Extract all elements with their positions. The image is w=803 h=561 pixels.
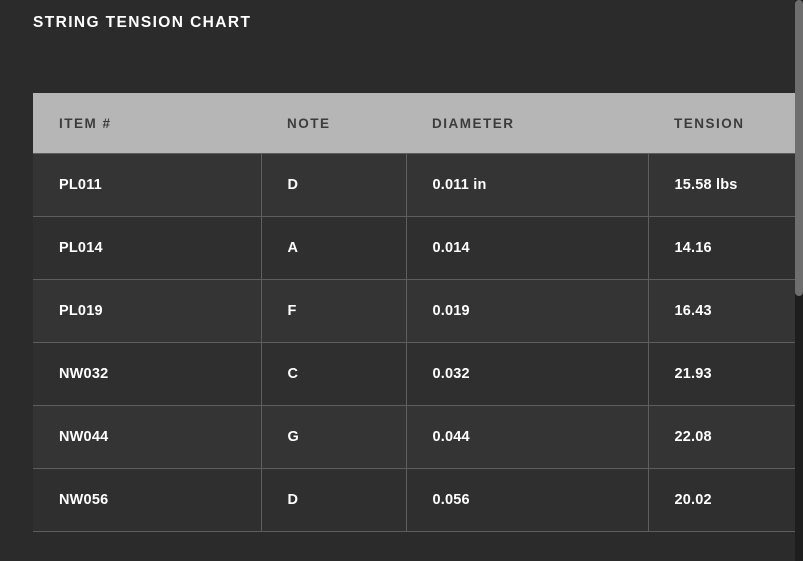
cell-note: C	[261, 343, 406, 406]
cell-item: PL011	[33, 154, 261, 217]
string-tension-table-wrapper	[33, 93, 770, 532]
column-header-item: ITEM #	[33, 93, 261, 154]
table-row	[33, 280, 803, 343]
cell-diameter: 0.032	[406, 343, 648, 406]
table-row	[33, 469, 803, 532]
table-row	[33, 406, 803, 469]
table-row	[33, 217, 803, 280]
table-body	[33, 154, 803, 532]
cell-diameter: 0.056	[406, 469, 648, 532]
cell-diameter: 0.019	[406, 280, 648, 343]
page-title: STRING TENSION CHART	[33, 14, 252, 31]
cell-item: NW056	[33, 469, 261, 532]
table-row	[33, 154, 803, 217]
cell-note: G	[261, 406, 406, 469]
cell-diameter: 0.044	[406, 406, 648, 469]
table-header-row	[33, 93, 803, 154]
table-row	[33, 343, 803, 406]
cell-tension: 15.58 lbs	[648, 154, 803, 217]
cell-diameter: 0.011 in	[406, 154, 648, 217]
cell-tension: 20.02	[648, 469, 803, 532]
cell-item: NW044	[33, 406, 261, 469]
column-header-diameter: DIAMETER	[406, 93, 648, 154]
cell-item: NW032	[33, 343, 261, 406]
cell-note: A	[261, 217, 406, 280]
column-header-tension: TENSION	[648, 93, 803, 154]
cell-tension: 14.16	[648, 217, 803, 280]
cell-tension: 22.08	[648, 406, 803, 469]
cell-note: D	[261, 469, 406, 532]
column-header-note: NOTE	[261, 93, 406, 154]
cell-item: PL019	[33, 280, 261, 343]
scrollbar-track[interactable]	[795, 0, 803, 561]
scrollbar-thumb[interactable]	[795, 0, 803, 296]
cell-note: F	[261, 280, 406, 343]
cell-diameter: 0.014	[406, 217, 648, 280]
cell-note: D	[261, 154, 406, 217]
string-tension-table	[33, 93, 803, 532]
table-header	[33, 93, 803, 154]
cell-tension: 16.43	[648, 280, 803, 343]
cell-item: PL014	[33, 217, 261, 280]
cell-tension: 21.93	[648, 343, 803, 406]
